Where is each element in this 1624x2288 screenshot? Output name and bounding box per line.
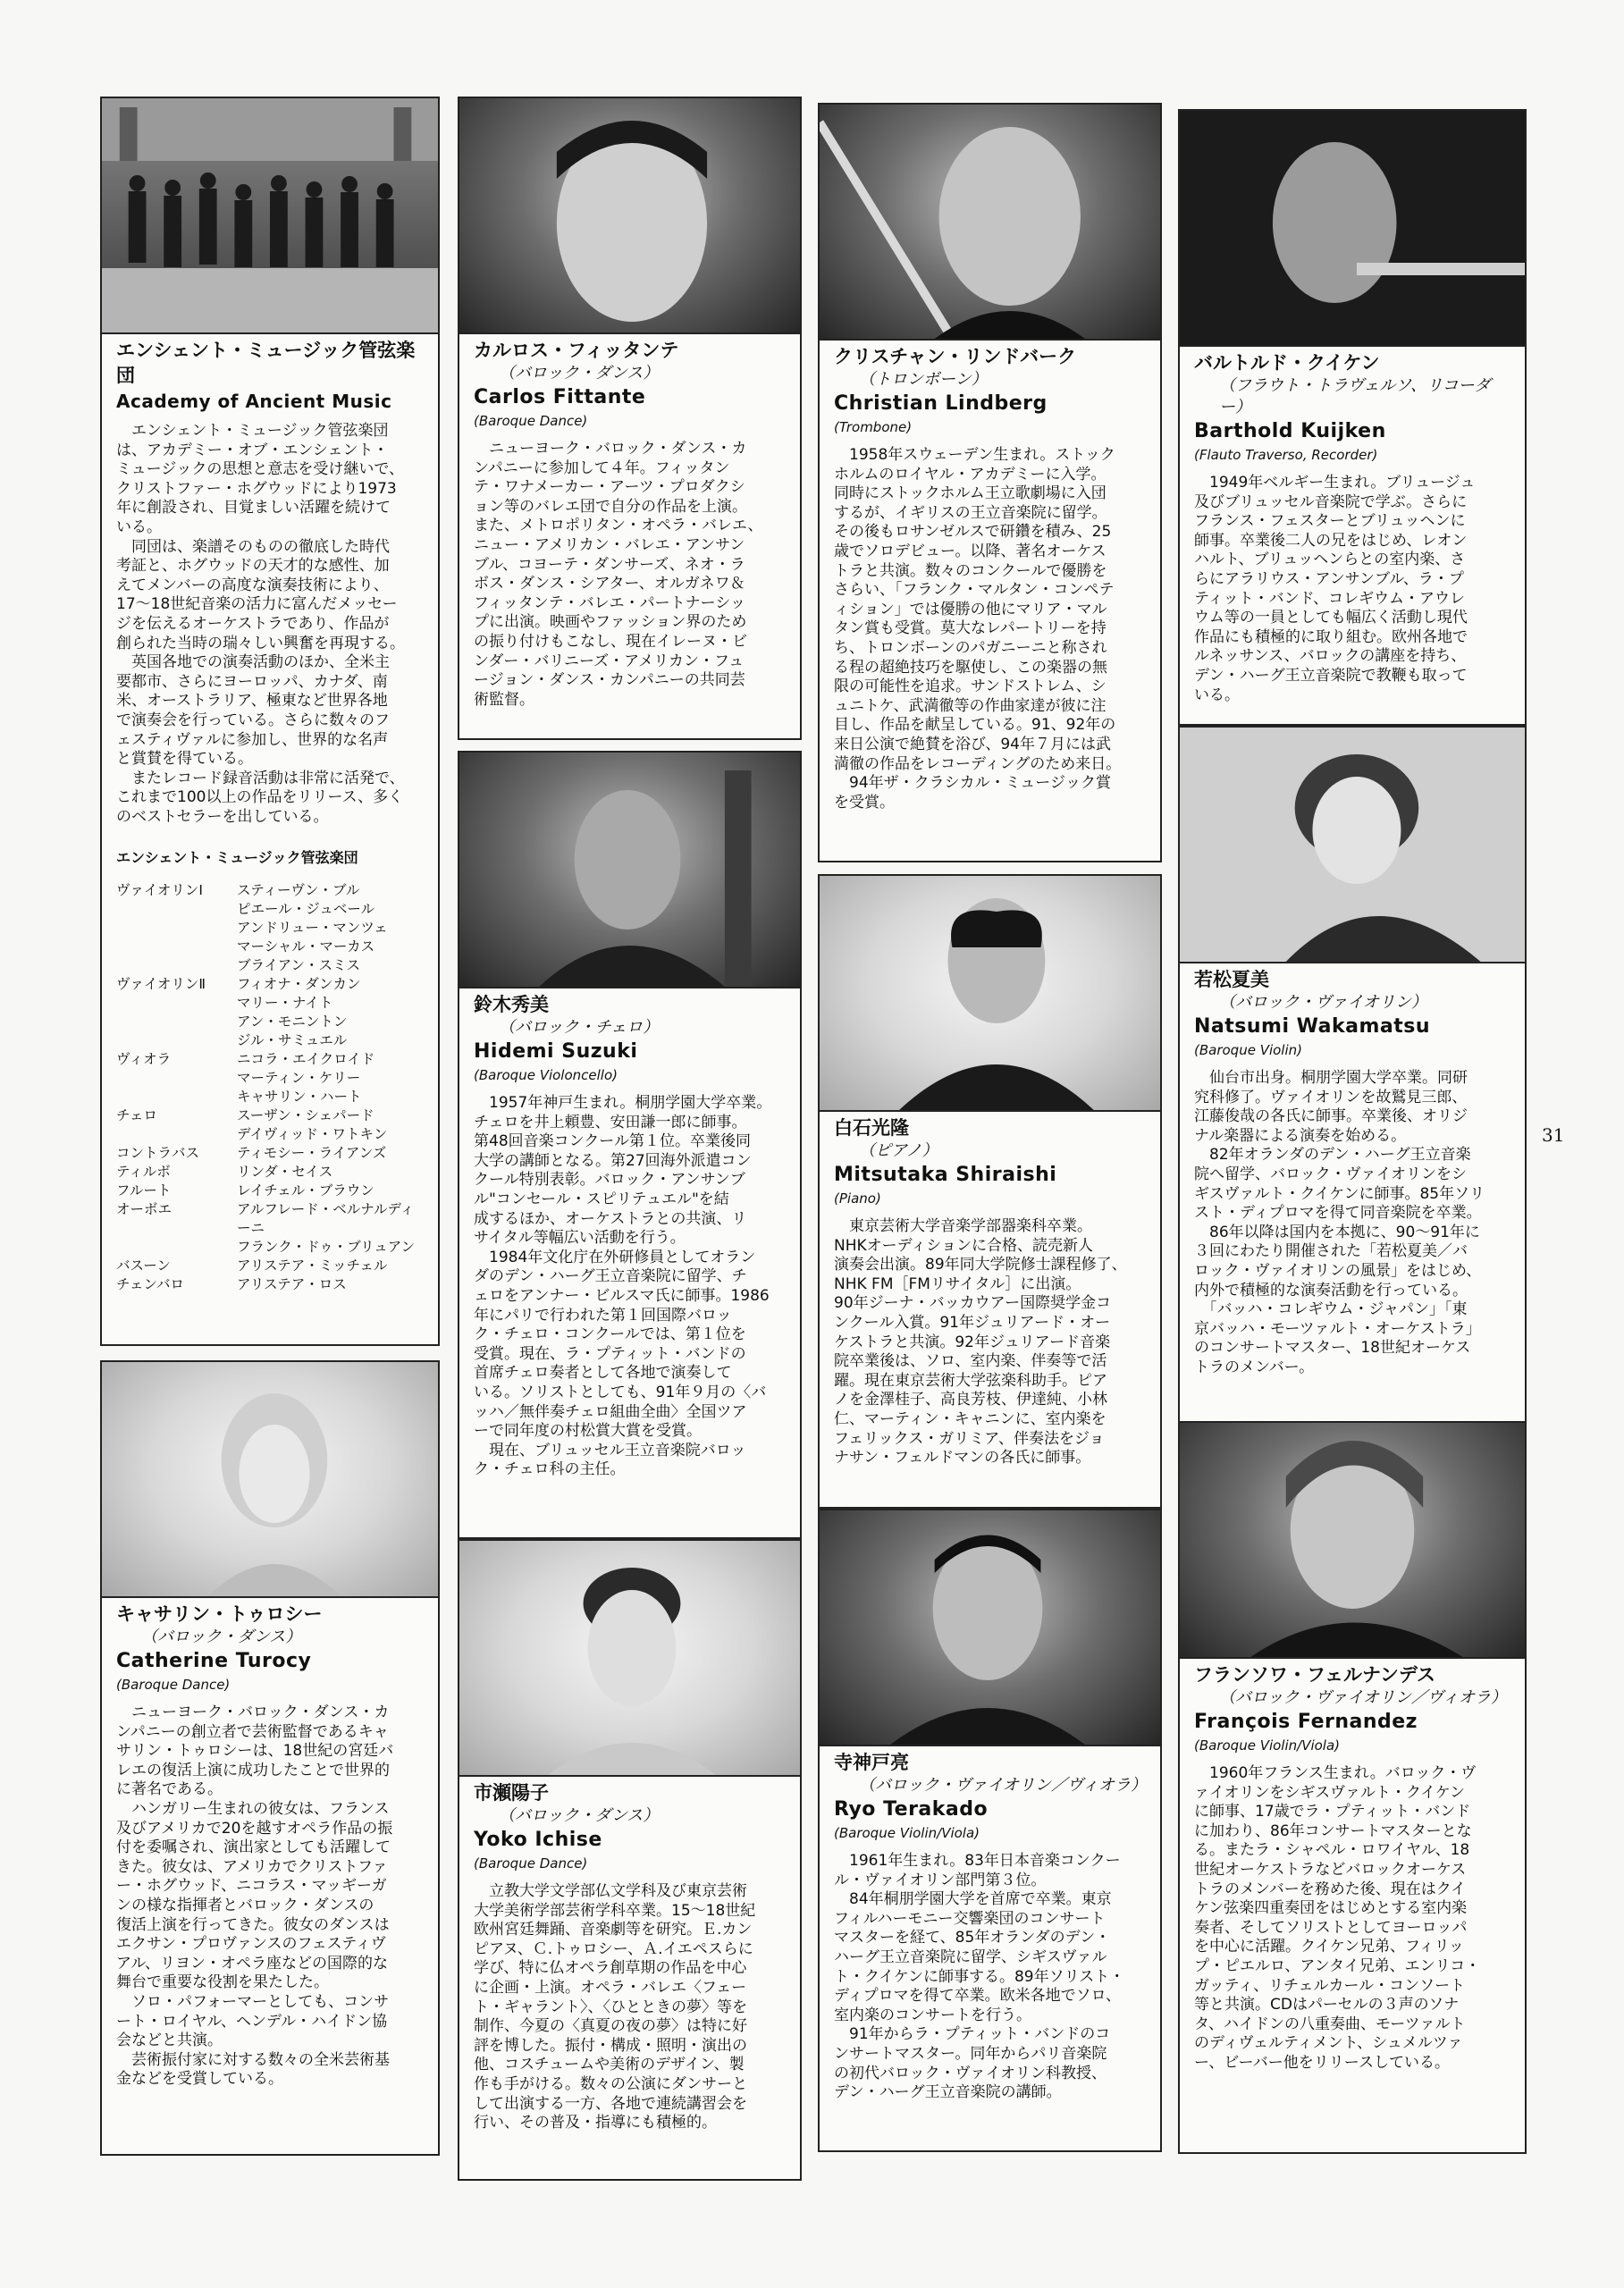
roster-instrument: ティルボ bbox=[116, 1164, 171, 1181]
fernandez-portrait-photo bbox=[1180, 1423, 1525, 1659]
roster-members: リンダ・セイス bbox=[237, 1164, 333, 1181]
terakado-card bbox=[818, 1509, 1162, 2152]
academy-bio: エンシェント・ミュージック管弦楽団 は、アカデミー・オブ・エンシェント・ ミュージックの思想と意志を受け継いで、 クリストファー・ホグウッドにより1973 年に創設され、目覚ましい活躍を続けて いる。 同団は、楽譜そのものの徹底した時代 考証と、ホグウッドの天才的な感性、加 えてメンバーの高度な演奏技術により、 17〜18世紀音楽の活力に富んだメッセー ジを伝えるオーケストラであり、作品が 創られた当時の瑞々しい興奮を再現する。 英国各地での演奏活動のほか、全米主 要都市、さらにヨーロッパ、カナダ、南 米、オーストラリア、極東など世界各地 で演奏会を行っている。さらに数々のフ ェスティヴァルに参加し、世界的な名声 と賞賛を得ている。 またレコード録音活動は非常に活発で、 これまで100以上の作品をリリース、多く のベストセラーを出している。 bbox=[116, 422, 405, 826]
roster-row bbox=[116, 1106, 427, 1144]
roster-instrument: フルート bbox=[116, 1182, 172, 1199]
roster-instrument: チェンバロ bbox=[116, 1276, 184, 1293]
academy-name-en: Academy of Ancient Music bbox=[116, 391, 392, 412]
kuijken-portrait-photo bbox=[1180, 111, 1525, 347]
lindberg-portrait-photo bbox=[820, 105, 1160, 341]
fittante-name-ja: カルロス・フィッタンテ bbox=[474, 340, 679, 361]
lindberg-card bbox=[818, 103, 1162, 862]
roster-members: レイチェル・ブラウン bbox=[237, 1182, 374, 1199]
terakado-bio: 1961年生まれ。83年日本音楽コンクー ル・ヴァイオリン部門第３位。 84年桐朋学園大学を首席で卒業。東京 フィルハーモニー交響楽団のコンサート マスターを経て、85年オランダのデン・ ハーグ王立音楽院に留学、シギスヴァル ト・クイケンに師事する。89年ソリスト・ ディプロマを得て卒業。欧米各地でソロ、 室内楽のコンサートを行う。 91年からラ・プティット・バンドのコ ンサートマスター。同年からパリ音楽院 の初代バロック・ヴァイオリン科教授、 デン・ハーグ王立音楽院の講師。 bbox=[834, 1852, 1125, 2102]
roster-row bbox=[116, 1163, 427, 1182]
academy-group-photo bbox=[102, 98, 438, 334]
shiraishi-role-ja: （ピアノ） bbox=[859, 1141, 938, 1160]
lindberg-name-en: Christian Lindberg bbox=[834, 392, 1048, 415]
ichise-card bbox=[458, 1539, 802, 2181]
terakado-role-ja: （バロック・ヴァイオリン／ヴィオラ） bbox=[859, 1776, 1147, 1795]
wakamatsu-role-ja: （バロック・ヴァイオリン） bbox=[1219, 993, 1427, 1012]
ichise-name-en: Yoko Ichise bbox=[474, 1829, 602, 1851]
fernandez-role-ja: （バロック・ヴァイオリン／ヴィオラ） bbox=[1219, 1688, 1507, 1707]
academy-card bbox=[100, 97, 440, 1346]
roster-row bbox=[116, 881, 427, 975]
shiraishi-bio: 東京芸術大学音楽学部器楽科卒業。 NHKオーディションに合格、読売新人 演奏会出演。89年同大学院修士課程修了、 NHK FM［FMリサイタル］に出演。 90年ジーナ・バッカウアー国際奨学金コ ンクール入賞。91年ジュリアード・オー ケストラと共演。92年ジュリアード音楽 院卒業後は、ソロ、室内楽、伴奏等で活 躍。現在東京芸術大学弦楽科助手。ピア ノを金澤桂子、高良芳枝、伊達純、小林 仁、マーティン・キャニンに、室内楽を フェリックス・ガリミア、伴奏法をジョ ナサン・フェルドマンの各氏に師事。 bbox=[834, 1217, 1127, 1468]
lindberg-bio: 1958年スウェーデン生まれ。ストック ホルムのロイヤル・アカデミーに入学。 同時にストックホルム王立歌劇場に入団 するが、イギリスの王立音楽院に留学。 その後もロサンゼルスで研鑽を積み、25 歳でソロデビュー。以降、著名オーケス トラと共演。数々のコンクールで優勝を さらい、「フランク・マルタン・コンペテ ィション」では優勝の他にマリア・マル タン賞も受賞。莫大なレパートリーを持 ち、トロンボーンのパガニーニと称され る程の超絶技巧を駆使し、この楽器の無 限の可能性を追求。サンドストレム、シ ュニトケ、武満徹等の作曲家達が彼に注 目し、作品を献呈している。91、92年の 来日公演で絶賛を浴び、94年７月には武 満徹の作品をレコーディングのため来日。 94年ザ・クラシカル・ミュージック賞 を受賞。 bbox=[834, 446, 1122, 812]
roster-members: ティモシー・ライアンズ bbox=[237, 1145, 387, 1162]
roster-members: アリステア・ロス bbox=[237, 1276, 347, 1293]
suzuki-name-en: Hidemi Suzuki bbox=[474, 1040, 638, 1063]
roster-row bbox=[116, 1200, 427, 1257]
shiraishi-portrait-photo bbox=[820, 876, 1160, 1112]
shiraishi-name-en: Mitsutaka Shiraishi bbox=[834, 1164, 1057, 1186]
lindberg-name-ja: クリスチャン・リンドバーク bbox=[834, 346, 1077, 367]
ichise-name-ja: 市瀬陽子 bbox=[474, 1782, 549, 1804]
wakamatsu-card bbox=[1178, 726, 1527, 1434]
wakamatsu-role-en: (Baroque Violin) bbox=[1194, 1042, 1303, 1058]
kuijken-role-ja: （フラウト・トラヴェルソ、リコーダー） bbox=[1219, 376, 1491, 416]
suzuki-portrait-photo bbox=[459, 753, 800, 988]
turocy-name-en: Catherine Turocy bbox=[116, 1650, 312, 1672]
roster-members: スティーヴン・ブル ピエール・ジュベール アンドリュー・マンツェ マーシャル・マーカス ブライアン・スミス bbox=[237, 882, 388, 974]
roster-row bbox=[116, 1275, 427, 1294]
turocy-role-en: (Baroque Dance) bbox=[116, 1677, 231, 1693]
lindberg-role-en: (Trombone) bbox=[834, 419, 913, 435]
roster-instrument: ヴァイオリンⅡ bbox=[116, 976, 206, 993]
ichise-role-ja: （バロック・ダンス） bbox=[499, 1806, 660, 1825]
roster-members: アルフレード・ベルナルディーニ フランク・ドゥ・ブリュアン bbox=[237, 1201, 416, 1256]
turocy-name-ja: キャサリン・トゥロシー bbox=[116, 1603, 323, 1625]
suzuki-role-en: (Baroque Violoncello) bbox=[474, 1067, 618, 1083]
fittante-bio: ニューヨーク・バロック・ダンス・カ ンパニーに参加して４年。フィッタン テ・ワナメーカー・アーツ・プロダクシ ョン等のバレエ団で自分の作品を上演。 また、メトロポリタン・オペラ・バレエ、 ニュー・アメリカン・バレエ・アンサン ブル、コヨーテ・ダンサーズ、ネオ・ラ ボス・ダンス・シアター、オルガネワ＆ フィッタンテ・バレエ・パートナーシッ プに出演。映画やファッション界のため の振り付けもこなし、現在イレーヌ・ビ ンダー・バリニーズ・アメリカン・フュ ージョン・ダンス・カンパニーの共同芸 術監督。 bbox=[474, 440, 763, 709]
roster-row bbox=[116, 1050, 427, 1106]
shiraishi-card bbox=[818, 874, 1162, 1509]
member-roster bbox=[116, 881, 427, 1294]
roster-row bbox=[116, 1182, 427, 1200]
fernandez-name-en: François Fernandez bbox=[1194, 1711, 1418, 1733]
kuijken-name-en: Barthold Kuijken bbox=[1194, 420, 1386, 442]
roster-instrument: ヴァイオリンⅠ bbox=[116, 882, 203, 899]
ichise-portrait-photo bbox=[459, 1541, 800, 1777]
fittante-card bbox=[458, 97, 802, 740]
lindberg-role-ja: （トロンボーン） bbox=[859, 370, 988, 389]
wakamatsu-name-ja: 若松夏美 bbox=[1194, 969, 1269, 990]
roster-instrument: バスーン bbox=[116, 1258, 171, 1274]
fittante-name-en: Carlos Fittante bbox=[474, 386, 646, 408]
wakamatsu-portrait-photo bbox=[1180, 728, 1525, 963]
turocy-card bbox=[100, 1360, 440, 2156]
turocy-bio: ニューヨーク・バロック・ダンス・カ ンパニーの創立者で芸術監督であるキャ サリン・トゥロシーは、18世紀の宮廷バ レエの復活上演に成功したことで世界的 に著名である。 ハンガリー生まれの彼女は、フランス 及びアメリカで20を越すオペラ作品の振 付を委嘱され、演出家としても活躍して きた。彼女は、アメリカでクリストファ ー・ホグウッド、ニコラス・マッギーガ ンの様な指揮者とバロック・ダンスの 復活上演を行ってきた。彼女のダンスは エクサン・プロヴァンスのフェスティヴ アル、リヨン・オペラ座などの国際的な 舞台で重要な役割を果たした。 ソロ・パフォーマーとしても、コンサ ート・ロイヤル、ヘンデル・ハイドン協 会などと共演。 芸術振付家に対する数々の全米芸術基 金などを受賞している。 bbox=[116, 1703, 394, 2089]
wakamatsu-bio: 仙台市出身。桐朋学園大学卒業。同研 究科修了。ヴァイオリンを故鷲見三郎、 江藤俊哉の各氏に師事。卒業後、オリジ ナル楽器による演奏を始める。 82年オランダのデン・ハーグ王立音楽 院へ留学、バロック・ヴァイオリンをシ ギスヴァルト・クイケンに師事。85年ソリ スト・ディプロマを得て同音楽院を卒業。 86年以降は国内を本拠に、90〜91年に ３回にわたり開催された「若松夏美／バ ロック・ヴァイオリンの風景」をはじめ、 内外で積極的な演奏活動を行っている。 「バッハ・コレギウム・ジャパン」「東 京バッハ・モーツァルト・オーケストラ」 のコンサートマスター、18世紀オーケス トラのメンバー。 bbox=[1194, 1069, 1485, 1376]
academy-name-ja: エンシェント・ミュージック管弦楽団 bbox=[116, 340, 416, 386]
fittante-portrait-photo bbox=[459, 98, 800, 334]
fernandez-card bbox=[1178, 1421, 1527, 2154]
fernandez-bio: 1960年フランス生まれ。バロック・ヴ ァイオリンをシギスヴァルト・クイケン に師事、17歳でラ・プティット・バンド に加わり、86年コンサートマスターとな る。またラ・シャペル・ロワイヤル、18 世紀オーケストラなどバロックオーケス トラのメンバーを務めた後、現在はクイ ケン弦楽四重奏団をはじめとする室内楽 奏者、そしてソリストとしてヨーロッパ を中心に活躍。クイケン兄弟、フィリッ プ・ピエルロ、アンタイ兄弟、エンリコ・ ガッティ、リチェルカール・コンソート 等と共演。CDはパーセルの３声のソナ タ、ハイドンの八重奏曲、モーツァルト のディヴェルティメント、シュメルツァ ー、ビーバー他をリリースしている。 bbox=[1194, 1764, 1481, 2072]
terakado-name-en: Ryo Terakado bbox=[834, 1798, 989, 1821]
wakamatsu-name-en: Natsumi Wakamatsu bbox=[1194, 1015, 1431, 1038]
suzuki-card bbox=[458, 751, 802, 1539]
kuijken-name-ja: バルトルド・クイケン bbox=[1194, 352, 1380, 374]
roster-row bbox=[116, 975, 427, 1050]
ichise-bio: 立教大学文学部仏文学科及び東京芸術 大学美術学部芸術学科卒業。15〜18世紀 欧州宮廷舞踊、音楽劇等を研究。Ｅ.カン ピアヌ、Ｃ.トゥロシー、Ａ.イエペスらに 学び、特に仏オペラ創草期の作品を中心 に企画・上演。オペラ・バレエ〈フェー ト・ギャラント〉、〈ひとときの夢〉等を 制作、今夏の〈真夏の夜の夢〉は特に好 評を博した。振付・構成・照明・演出の 他、コスチュームや美術のデザイン、製 作も手がける。数々の公演にダンサーと して出演する一方、各地で連続講習会を 行い、その普及・指導にも積極的。 bbox=[474, 1882, 756, 2132]
fittante-role-en: (Baroque Dance) bbox=[474, 413, 588, 429]
kuijken-role-en: (Flauto Traverso, Recorder) bbox=[1194, 447, 1378, 463]
roster-instrument: コントラバス bbox=[116, 1145, 200, 1162]
kuijken-bio: 1949年ベルギー生まれ。ブリュージュ 及びブリュッセル音楽院で学ぶ。さらに フランス・フェスターとブリュッヘンに 師事。卒業後二人の兄をはじめ、レオン ハルト、ブリュッヘンらとの室内楽、さ らにアラリウス・アンサンブル、ラ・プ ティット・バンド、コレギウム・アウレ ウム等の一員としても幅広く活動し現代 作品にも積極的に取り組む。欧州各地で ルネッサンス、バロックの講座を持ち、 デン・ハーグ王立音楽院で教鞭も取って いる。 bbox=[1194, 474, 1476, 704]
shiraishi-role-en: (Piano) bbox=[834, 1190, 881, 1207]
roster-row bbox=[116, 1257, 427, 1275]
turocy-portrait-photo bbox=[102, 1362, 438, 1598]
roster-instrument: ヴィオラ bbox=[116, 1051, 172, 1068]
roster-members: アリステア・ミッチェル bbox=[237, 1258, 388, 1274]
roster-members: フィオナ・ダンカン マリー・ナイト アン・モニントン ジル・サミュエル bbox=[237, 976, 361, 1049]
fittante-role-ja: （バロック・ダンス） bbox=[499, 364, 660, 383]
suzuki-name-ja: 鈴木秀美 bbox=[474, 994, 549, 1015]
shiraishi-name-ja: 白石光隆 bbox=[834, 1117, 909, 1139]
roster-members: スーザン・シェパード デイヴィッド・ワトキン bbox=[237, 1107, 388, 1143]
terakado-role-en: (Baroque Violin/Viola) bbox=[834, 1825, 980, 1841]
suzuki-role-ja: （バロック・チェロ） bbox=[499, 1018, 660, 1037]
fernandez-role-en: (Baroque Violin/Viola) bbox=[1194, 1737, 1341, 1754]
page-number: 31 bbox=[1542, 1124, 1565, 1146]
roster-members: ニコラ・エイクロイド マーティン・ケリー キャサリン・ハート bbox=[237, 1051, 375, 1106]
roster-instrument: チェロ bbox=[116, 1107, 158, 1124]
roster-title: エンシェント・ミュージック管弦楽団 bbox=[116, 849, 358, 867]
roster-row bbox=[116, 1144, 427, 1163]
fernandez-name-ja: フランソワ・フェルナンデス bbox=[1194, 1664, 1436, 1686]
suzuki-bio: 1957年神戸生まれ。桐朋学園大学卒業。 チェロを井上頼豊、安田謙一郎に師事。 第48回音楽コンクール第１位。卒業後同 大学の講師となる。第27回海外派遣コン クール特別表彰。バロック・アンサンブ ル"コンセール・スピリテュエル"を結 成するほか、オーケストラとの共演、リ サイタル等幅広い活動を行う。 1984年文化庁在外研修員としてオラン ダのデン・ハーグ王立音楽院に留学、チ ェロをアンナー・ビルスマ氏に師事。1986 年にパリで行われた第１回国際バロッ ク・チェロ・コンクールでは、第１位を 受賞。現在、ラ・プティット・バンドの 首席チェロ奏者として各地で演奏して いる。ソリストとしても、91年９月の〈バ ッハ／無伴奏チェロ組曲全曲〉全国ツア ーで同年度の村松賞大賞を受賞。 現在、ブリュッセル王立音楽院バロッ ク・チェロ科の主任。 bbox=[474, 1094, 772, 1479]
kuijken-card bbox=[1178, 109, 1527, 726]
terakado-name-ja: 寺神戸亮 bbox=[834, 1752, 909, 1773]
roster-instrument: オーボエ bbox=[116, 1201, 172, 1218]
ichise-role-en: (Baroque Dance) bbox=[474, 1855, 588, 1872]
terakado-portrait-photo bbox=[820, 1510, 1160, 1746]
turocy-role-ja: （バロック・ダンス） bbox=[141, 1628, 302, 1646]
